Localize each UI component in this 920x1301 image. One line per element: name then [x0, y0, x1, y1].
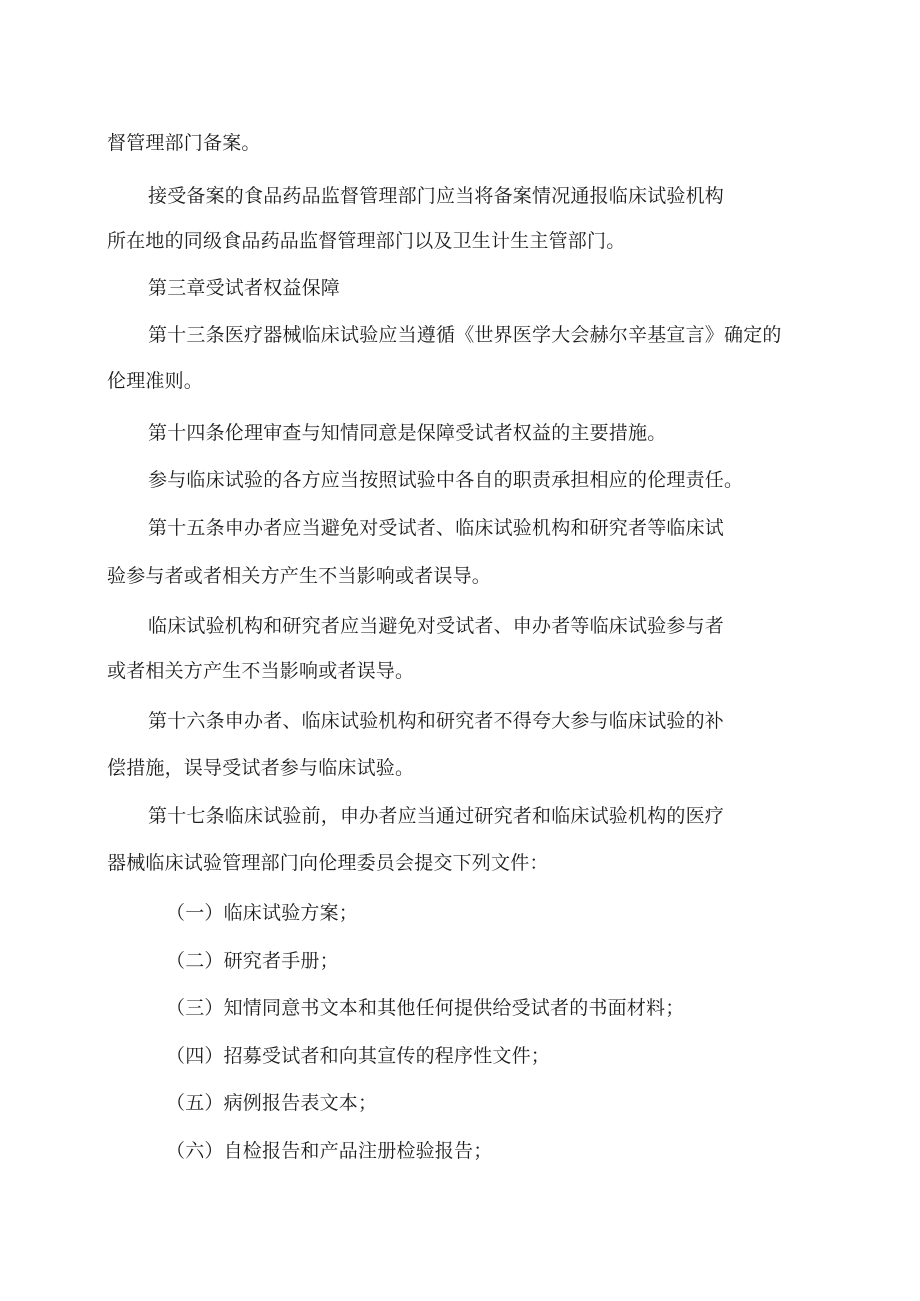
article-17-line: 器械临床试验管理部门向伦理委员会提交下列文件：: [107, 852, 549, 874]
article-16-line: 第十六条申办者、临床试验机构和研究者不得夸大参与临床试验的补: [148, 710, 725, 732]
paragraph-line: 参与临床试验的各方应当按照试验中各自的职责承担相应的伦理责任。: [148, 469, 744, 491]
list-item: （三）知情同意书文本和其他任何提供给受试者的书面材料；: [166, 997, 685, 1019]
list-item: （一）临床试验方案；: [166, 902, 359, 924]
paragraph-line: 所在地的同级食品药品监督管理部门以及卫生计生主管部门。: [107, 230, 626, 252]
article-17-line: 第十七条临床试验前，申办者应当通过研究者和临床试验机构的医疗: [148, 805, 725, 827]
article-13-line: 第十三条医疗器械临床试验应当遵循《世界医学大会赫尔辛基宣言》确定的: [148, 324, 782, 346]
list-item: （四）招募受试者和向其宣传的程序性文件；: [166, 1045, 551, 1067]
list-item: （五）病例报告表文本；: [166, 1092, 378, 1114]
paragraph-line: 或者相关方产生不当影响或者误导。: [107, 660, 415, 682]
article-13-line: 伦理准则。: [107, 370, 204, 392]
chapter-heading: 第三章受试者权益保障: [148, 277, 341, 299]
article-15-line: 第十五条申办者应当避免对受试者、临床试验机构和研究者等临床试: [148, 517, 725, 539]
continued-paragraph-line: 督管理部门备案。: [107, 132, 261, 154]
paragraph-line: 临床试验机构和研究者应当避免对受试者、申办者等临床试验参与者: [148, 615, 725, 637]
paragraph-line: 接受备案的食品药品监督管理部门应当将备案情况通报临床试验机构: [148, 185, 725, 207]
list-item: （六）自检报告和产品注册检验报告；: [166, 1140, 493, 1162]
article-16-line: 偿措施，误导受试者参与临床试验。: [107, 757, 415, 779]
article-15-line: 验参与者或者相关方产生不当影响或者误导。: [107, 565, 492, 587]
article-14-line: 第十四条伦理审查与知情同意是保障受试者权益的主要措施。: [148, 422, 667, 444]
list-item: （二）研究者手册；: [166, 950, 339, 972]
